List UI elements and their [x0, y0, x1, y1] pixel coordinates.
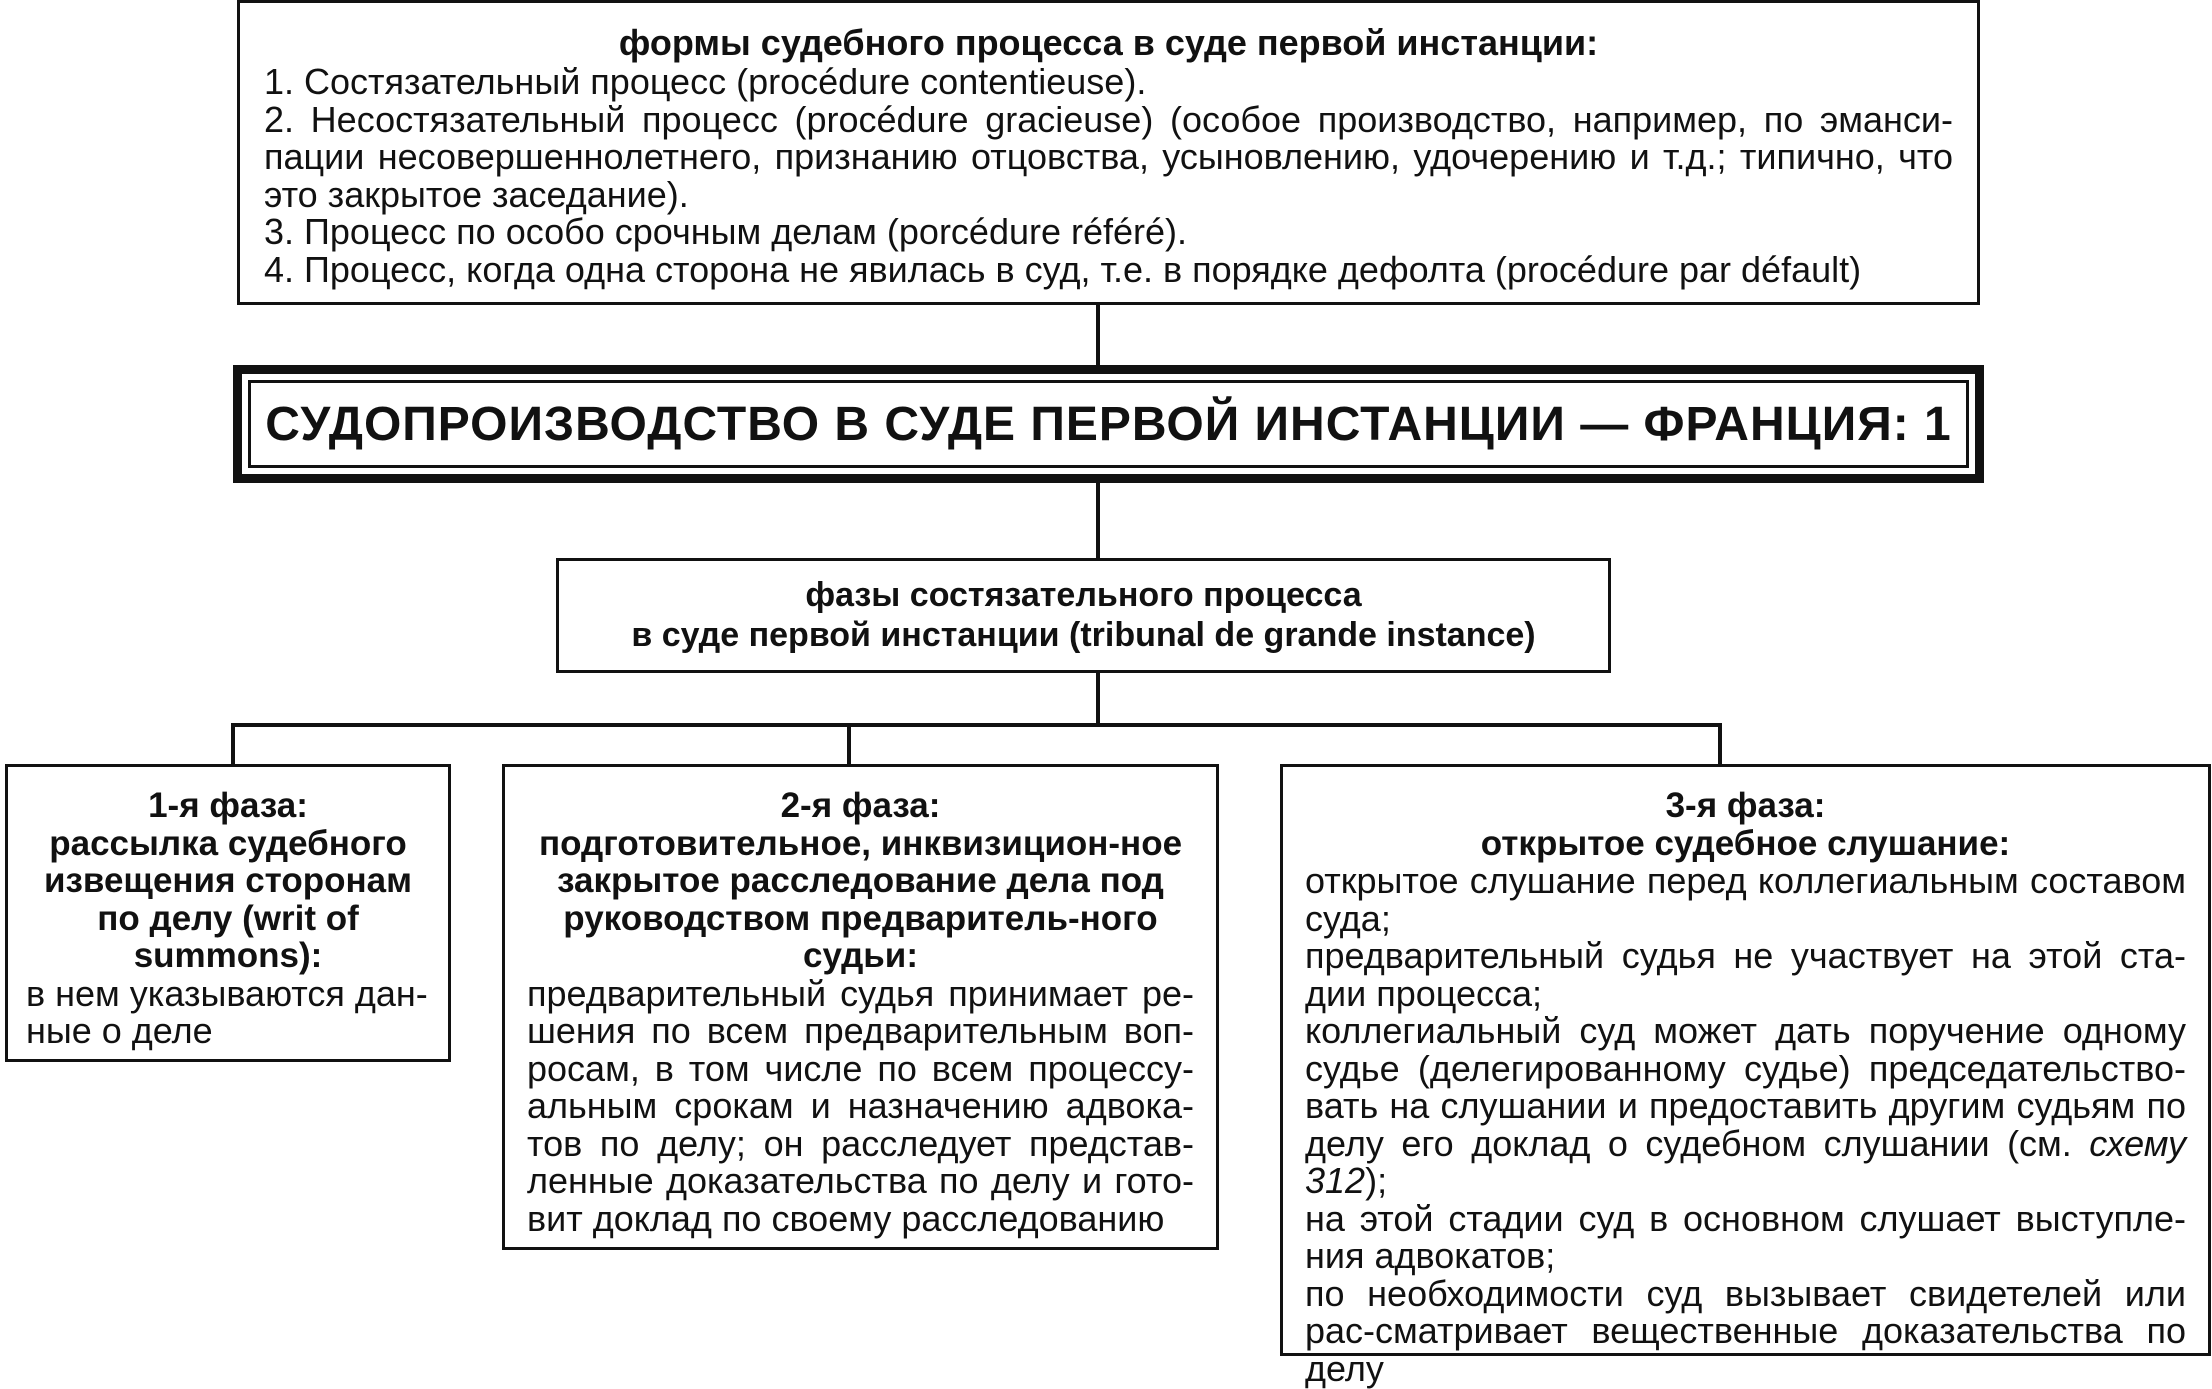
connector-to-phase2 [847, 723, 851, 766]
connector-forms-to-title [1096, 305, 1100, 367]
connector-to-phase3 [1718, 723, 1722, 766]
connector-title-to-phases [1096, 483, 1100, 560]
phase3-item-2: предварительный судья не участвует на этой ста-дии процесса; [1305, 935, 2186, 1014]
connector-horizontal-bar [231, 723, 1722, 727]
phase3-label: 3-я фаза: [1665, 786, 1826, 825]
forms-item-2: 2. Несостязательный процесс (procédure gracieuse) (особое производство, например, по эманси-пации несовершеннолетнего, признанию отцовства, усыновлению, удочерению и т.д.; типично, что это закрытое заседание). [264, 98, 1953, 215]
phase3-box [1280, 764, 2211, 1389]
phase3-item-3-reference: схему 312 [1305, 1122, 2186, 1201]
forms-title: формы судебного процесса в суде первой инстанции: [618, 22, 1599, 63]
phase1-box [5, 764, 451, 1062]
phase1-text: в нем указываются дан-ные о деле [26, 972, 428, 1051]
forms-item-3: 3. Процесс по особо срочным делам (porcédure référé). [264, 211, 1188, 252]
phases-box [556, 558, 1611, 673]
main-title: СУДОПРОИЗВОДСТВО В СУДЕ ПЕРВОЙ ИНСТАНЦИИ — ФРАНЦИЯ: 1 [265, 397, 1952, 451]
phases-title-line1: фазы состязательного процесса [805, 576, 1362, 614]
phase2-box [502, 764, 1219, 1250]
phase2-title: подготовительное, инквизицион-ное закрытое расследование дела под руководством предваритель-ного судьи: [538, 823, 1183, 975]
phase2-label: 2-я фаза: [780, 786, 941, 825]
main-title-frame [248, 380, 1969, 468]
phase3-item-3 [1305, 1012, 2186, 1200]
main-title-box [233, 365, 1984, 483]
phase1-title: рассылка судебного извещения сторонам по делу (writ of summons): [43, 823, 412, 975]
phase3-item-5: по необходимости суд вызывает свидетелей или рас-сматривает вещественные доказательства по делу [1305, 1272, 2186, 1389]
forms-item-1: 1. Состязательный процесс (procédure contentieuse). [264, 61, 1147, 102]
phase3-title: открытое судебное слушание: [1480, 823, 2011, 863]
phase1-label: 1-я фаза: [148, 786, 308, 825]
phase3-item-3-tail: ); [1365, 1160, 1388, 1201]
forms-item-4: 4. Процесс, когда одна сторона не явилась в суд, т.е. в порядке дефолта (procédure par défault) [264, 248, 1862, 290]
phase3-item-1: открытое слушание перед коллегиальным составом суда; [1305, 860, 2186, 939]
phase3-item-3-text: коллегиальный суд может дать поручение одному судье (делегированному судье) председательство-вать на слушании и предоставить другим судьям по делу его доклад о судебном слушании (см. [1305, 1010, 2186, 1164]
phases-title-line2: в суде первой инстанции (tribunal de grande instance) [631, 616, 1536, 654]
forms-box [237, 0, 1980, 305]
phase3-item-4: на этой стадии суд в основном слушает выступле-ния адвокатов; [1305, 1197, 2186, 1276]
phase2-text: предварительный судья принимает ре-шения по всем предварительным воп-росам, в том числе по всем процессу-альным срокам и назначению адвока-тов по делу; он расследует представ-ленные доказательства по делу и гото-вит доклад по своему расследованию [527, 972, 1194, 1239]
connector-to-phase1 [231, 723, 235, 766]
connector-phases-down [1096, 673, 1100, 725]
